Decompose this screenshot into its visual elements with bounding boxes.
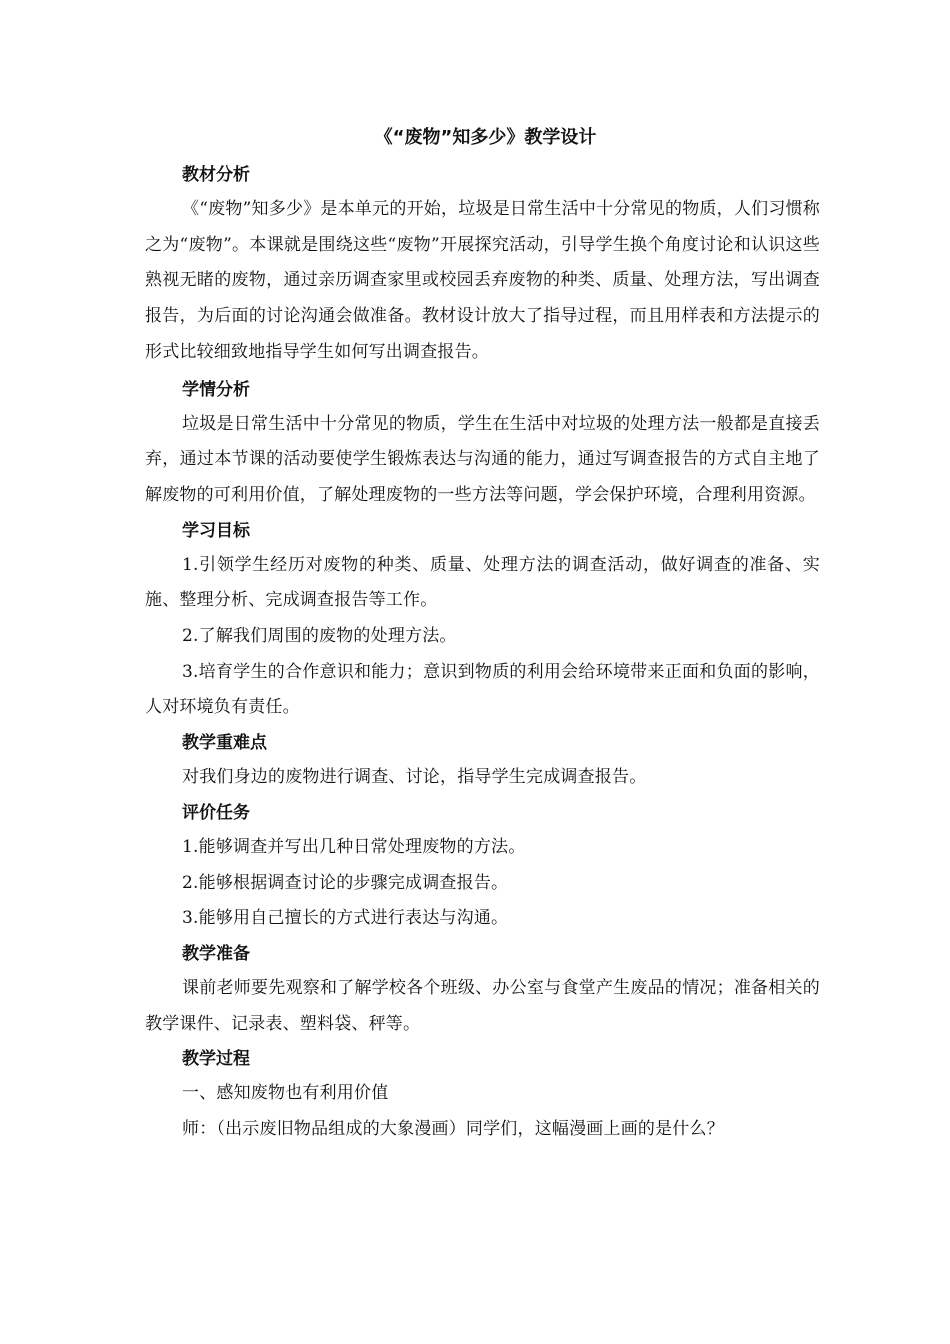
section-learner-analysis <box>145 373 820 514</box>
assessment-item: 2.能够根据调查讨论的步骤完成调查报告。 <box>182 872 509 893</box>
section-heading: 学习目标 <box>182 520 250 541</box>
section-heading: 教学过程 <box>182 1049 250 1070</box>
section-teaching-preparation <box>145 937 820 1042</box>
section-key-difficulties <box>145 726 820 796</box>
assessment-item: 3.能够用自己擅长的方式进行表达与沟通。 <box>182 908 509 929</box>
section-heading: 评价任务 <box>182 802 250 823</box>
objective-item: 1.引领学生经历对废物的种类、质量、处理方法的调查活动，做好调查的准备、实施、整理分析、完成调查报告等工作。 <box>145 554 820 611</box>
paragraph: 《“废物”知多少》是本单元的开始，垃圾是日常生活中十分常见的物质，人们习惯称之为“废物”。本课就是围绕这些“废物”开展探究活动，引导学生换个角度讨论和认识这些熟视无睹的废物，通过亲历调查家里或校园丢弃废物的种类、质量、处理方法，写出调查报告，为后面的讨论沟通会做准备。教材设计放大了指导过程，而且用样表和方法提示的形式比较细致地指导学生如何写出调查报告。 <box>145 199 820 362</box>
teacher-dialogue: 师：（出示废旧物品组成的大象漫画）同学们，这幅漫画上画的是什么？ <box>182 1119 724 1140</box>
document-page <box>145 118 820 1148</box>
section-teaching-process <box>145 1042 820 1147</box>
section-textbook-analysis <box>145 158 820 371</box>
section-learning-objectives <box>145 514 820 727</box>
section-heading: 教材分析 <box>182 165 250 185</box>
process-step-title: 一、感知废物也有利用价值 <box>182 1083 389 1104</box>
section-heading: 学情分析 <box>182 379 250 400</box>
objective-item: 3.培育学生的合作意识和能力；意识到物质的利用会给环境带来正面和负面的影响，人对环境负有责任。 <box>145 661 820 718</box>
assessment-item: 1.能够调查并写出几种日常处理废物的方法。 <box>182 836 526 857</box>
section-heading: 教学准备 <box>182 943 250 964</box>
paragraph: 课前老师要先观察和了解学校各个班级、办公室与食堂产生废品的情况；准备相关的教学课件、记录表、塑料袋、秤等。 <box>145 977 820 1034</box>
document-title: 《“废物”知多少》教学设计 <box>374 127 597 148</box>
section-heading: 教学重难点 <box>182 733 267 754</box>
paragraph: 对我们身边的废物进行调查、讨论，指导学生完成调查报告。 <box>182 767 647 788</box>
section-assessment-tasks <box>145 796 820 937</box>
objective-item: 2.了解我们周围的废物的处理方法。 <box>182 626 457 647</box>
paragraph: 垃圾是日常生活中十分常见的物质，学生在生活中对垃圾的处理方法一般都是直接丢弃，通过本节课的活动要使学生锻炼表达与沟通的能力，通过写调查报告的方式自主地了解废物的可利用价值，了解处理废物的一些方法等问题，学会保护环境，合理利用资源。 <box>145 413 820 505</box>
